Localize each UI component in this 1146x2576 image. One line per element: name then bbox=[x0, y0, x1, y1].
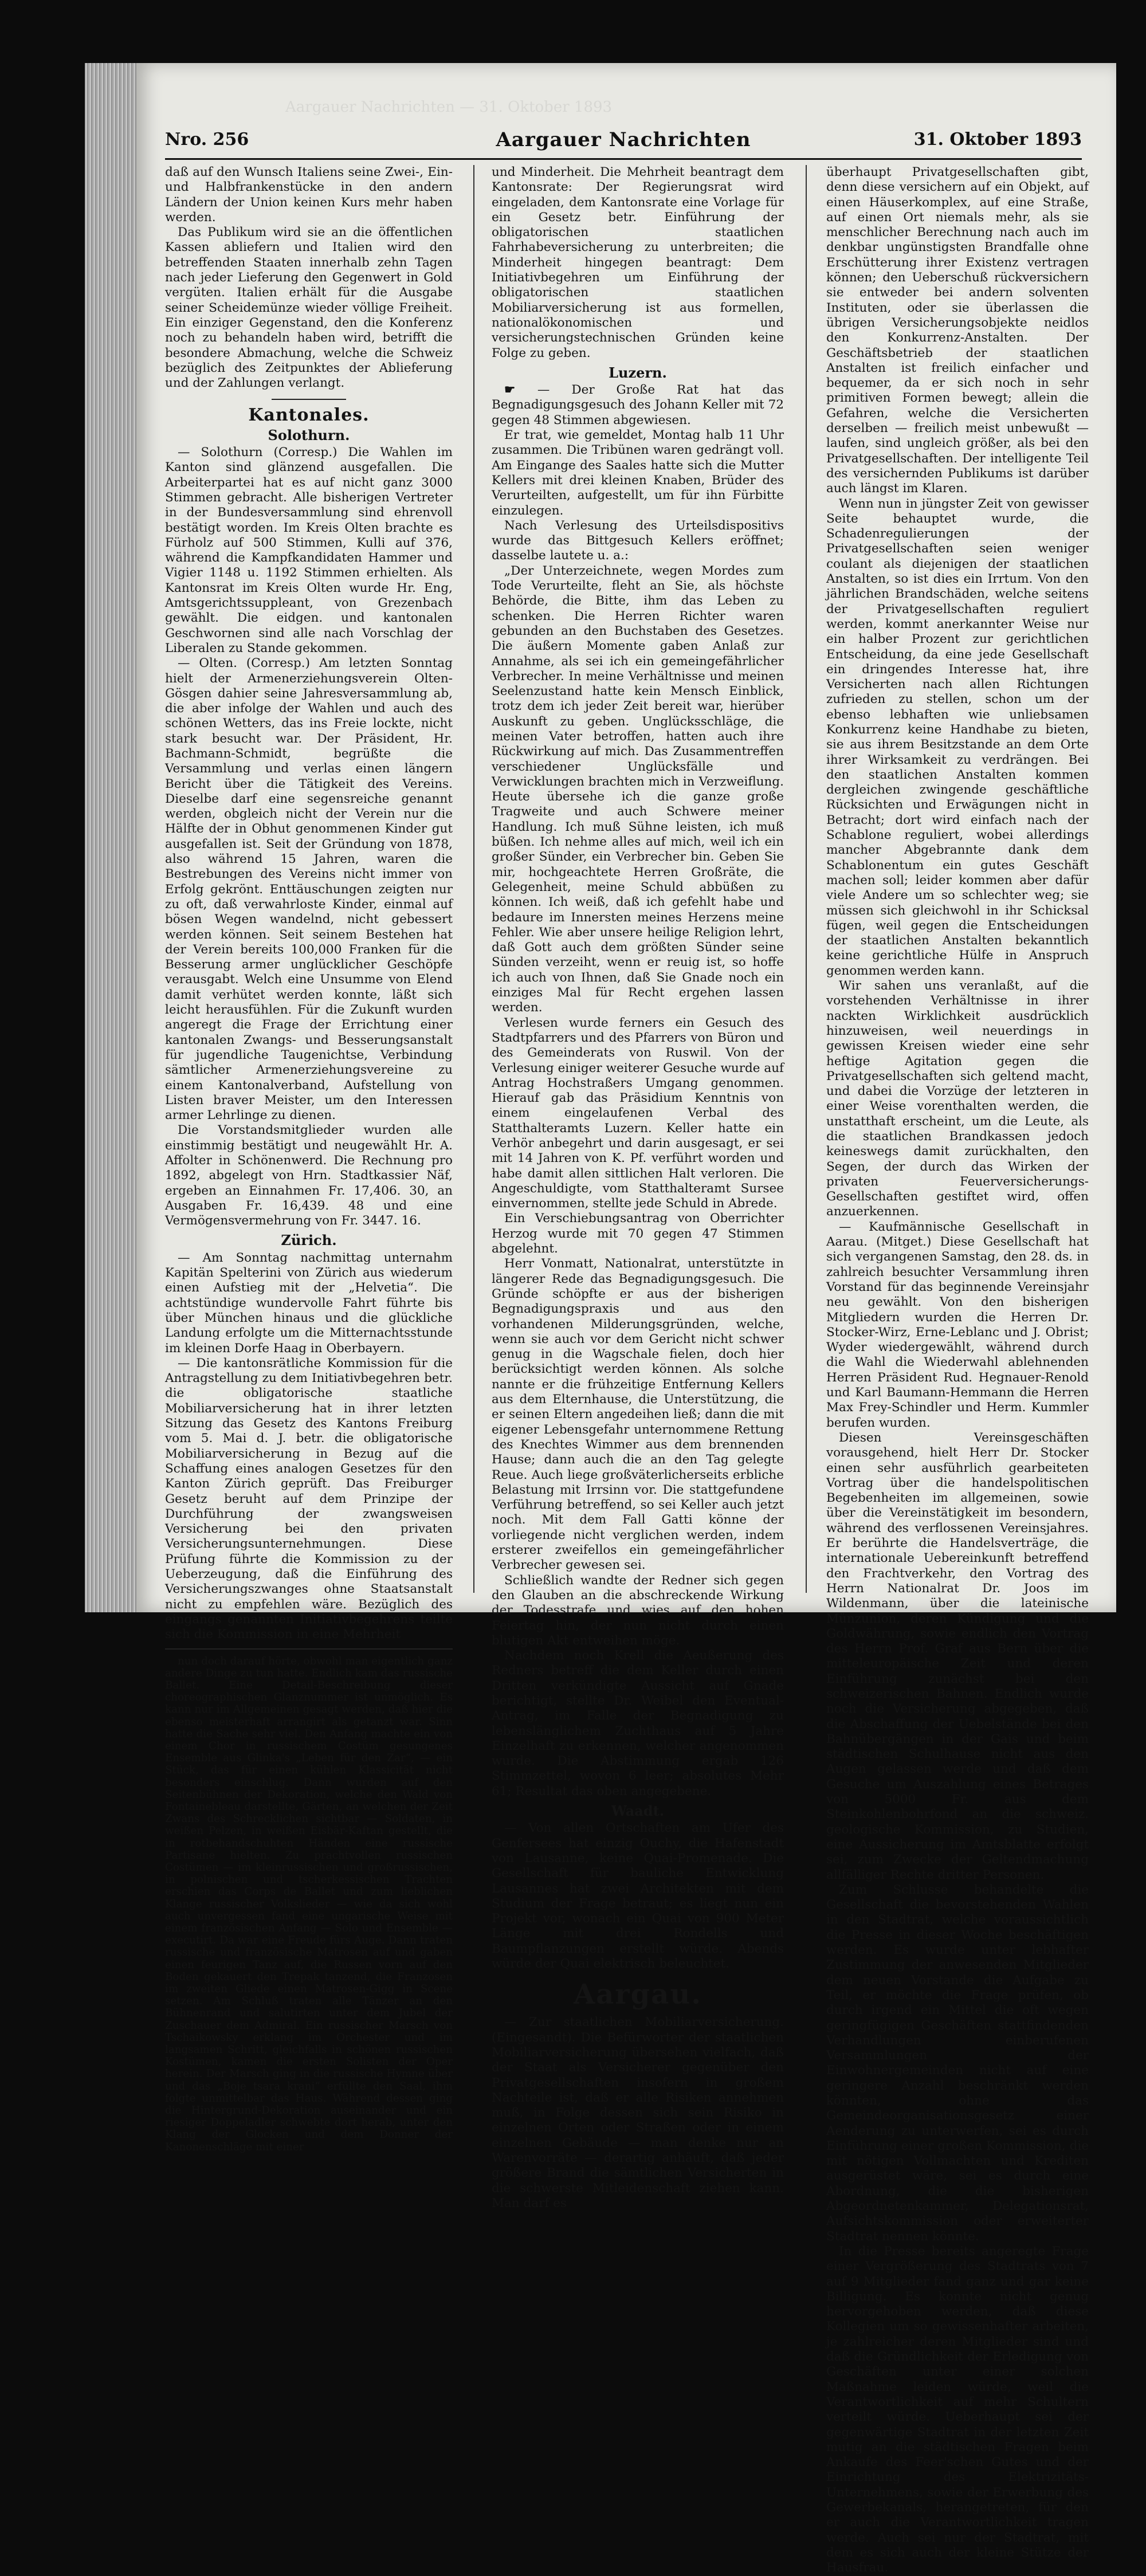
paragraph: Herr Vonmatt, Nationalrat, unterstützte in längerer Rede das Begnadigungsgesuch. Die Gründe schöpfte er aus der bisherigen Begnadigungspraxis und aus den vorhandenen Milderungsgründen, welche, wenn sie auch vor dem Gericht nicht schwer genug in die Wagschale fielen, doch hier berücksichtigt werden können. Als solche nannte er die frühzeitige Entfernung Kellers aus dem Elternhause, die Unterstützung, die er seinen Eltern angedeihen ließ; dann die mit eigener Lebensgefahr unternommene Rettung des Knechtes Wimmer aus dem brennenden Hause; dann auch die an den Tag gelegte Reue. Auch liege großväterlicherseits erbliche Belastung mit Irrsinn vor. Die stattgefundene Verführung betreffend, so sei Keller auch jetzt noch. Mit dem Fall Gatti könne der vorliegende nicht verglichen werden, indem ersterer zweifellos ein gemeingefährlicher Verbrecher gewesen sei. bbox=[492, 1256, 784, 1573]
masthead bbox=[165, 126, 1082, 155]
section-heading-waadt: Waadt. bbox=[611, 1803, 665, 1820]
column-2 bbox=[492, 165, 784, 2210]
column-separator bbox=[473, 165, 474, 1593]
paragraph: Er trat, wie gemeldet, Montag halb 11 Uhr zusammen. Die Tribünen waren gedrängt voll. Am Eingange des Saales hatte sich die Mutter Kellers mit drei kleinen Knaben, Brüder des Verurteilten, aufgestellt, um für ihn Fürbitte einzulegen. bbox=[492, 428, 784, 518]
paragraph: Diesen Vereinsgeschäften vorausgehend, hielt Herr Dr. Stocker einen sehr ausführlich gearbeiteten Vortrag über die handelspolitischen Begebenheiten im allgemeinen, sowie über die Vereinstätigkeit im besondern, während des verflossenen Vereinsjahres. Er berührte die Handelsverträge, die internationale Uebereinkunft betreffend den Frachtverkehr, den Vortrag des Herrn Nationalrat Dr. Joos im Wildenmann, über die lateinische Münzunion, deren Kündigung und die Goldwährung, sowie endlich den Vortrag des Herrn Prof. Graf aus Bern über die mitteleuropäische Zeit und deren Einführung zunächst bei den schweizerischen Bahnen. Endlich wurde noch die Versicherung abgegeben, daß die Abschaffung der Uebelstände bei den Bahnübergängen in der Gais und beim städtischen Schulhause nicht aus den Augen gelassen werde und daß dem Gesuche um Auszahlung eines Betrages von 5000 Fr. aus dem Steinkohlenbohrfond an die schweiz. geologische Kommission, zu Studien, eine Aussicherung im Amtsblatte erfolgt sei, zum Zwecke der Geltendmachung allfälliger Rechte dritter Personen. bbox=[826, 1430, 1089, 1882]
paragraph-text: — Der Große Rat hat das Begnadigungsgesuch des Johann Keller mit 72 gegen 48 Stimmen abgewiesen. bbox=[492, 383, 784, 427]
book-page-edges bbox=[85, 63, 138, 1612]
paragraph: Nach Verlesung des Urteilsdispositivs wurde das Bittgesuch Kellers eröffnet; dasselbe lautete u. a.: bbox=[492, 518, 784, 563]
paragraph: Die Vorstandsmitglieder wurden alle einstimmig bestätigt und neugewählt Hr. A. Affolter in Schönenwerd. Die Rechnung pro 1892, abgelegt von Hrn. Stadtkassier Näf, ergeben an Einnahmen Fr. 17,406. 30, an Ausgaben Fr. 16,439. 48 und eine Vermögensvermehrung von Fr. 3447. 16. bbox=[165, 1123, 453, 1228]
paragraph: — Olten. (Corresp.) Am letzten Sonntag hielt der Armenerziehungsverein Olten-Gösgen dahier seine Jahresversammlung ab, die aber infolge der Wahlen und auch des schönen Wetters, das ins Freie lockte, nicht stark besucht war. Der Präsident, Hr. Bachmann-Schmidt, begrüßte die Versammlung und verlas einen längern Bericht über die Tätigkeit des Vereins. Dieselbe darf eine segensreiche genannt werden, obgleich nicht der Verein nur die Hälfte der in Obhut genommenen Kinder gut ausgefallen ist. Seit der Gründung von 1878, also während 15 Jahren, waren die Bestrebungen des Vereins nicht immer von Erfolg gekrönt. Enttäuschungen zeigten nur zu oft, daß verwahrloste Kinder, einmal auf bösen Wegen wandelnd, nicht gebessert werden können. Seit seinem Bestehen hat der Verein bereits 100,000 Franken für die Besserung armer unglücklicher Geschöpfe verausgabt. Welch eine Unsumme von Elend damit verhütet werden konnte, läßt sich leicht herausfühlen. Für die Zukunft wurden angeregt die Frage der Errichtung einer kantonalen Zwangs- und Besserungsanstalt für jugendliche Taugenichtse, Verbindung sämtlicher Armenerziehungsvereine zu einem Kantonalverband, Aufstellung von Listen braver Meister, um den Interessen armer Lehrlinge zu dienen. bbox=[165, 656, 453, 1123]
masthead-rule bbox=[165, 158, 1082, 160]
pointing-hand-icon: ☛ bbox=[504, 383, 537, 398]
feuilleton-divider bbox=[165, 1648, 453, 1650]
paragraph: Schließlich wandte der Redner sich gegen den Glauben an die abschreckende Wirkung der Todesstrafe und wies auf den hohen Feiertag hin, der nun nicht durch einen blutigen Akt entweihen möge. bbox=[492, 1573, 784, 1648]
section-divider bbox=[272, 399, 347, 400]
paragraph: — Von allen Ortschaften am Ufer des Genfersees hat einzig Ouchy, die Hafenstadt von Lausanne, keine Quai-Promenade. Die Gesellschaft für bauliche Entwicklung Lausannes hat zwei Architekten mit dem Studium der Frage betraut; es liegt nun ein Projekt vor, wonach ein Quai von 900 Meter Länge mit drei Rondells und Baumpflanzungen erstellt würde. Abends würde der Quai elektrisch beleuchtet. bbox=[492, 1821, 784, 1972]
section-heading-aargau: Aargau. bbox=[574, 1978, 702, 2011]
paragraph: — Am Sonntag nachmittag unternahm Kapitän Spelterini von Zürich aus wiederum einen Aufstieg mit der „Helvetia“. Die achtstündige wundervolle Fahrt führte bis über München hinaus und die glückliche Landung erfolgte um die Mitternachtsstunde im kleinen Dorfe Haag in Oberbayern. bbox=[165, 1250, 453, 1356]
paragraph: daß auf den Wunsch Italiens seine Zwei-, Ein- und Halbfrankenstücke in den andern Ländern der Union keinen Kurs mehr haben werden. bbox=[165, 165, 453, 225]
paragraph: Das Publikum wird sie an die öffentlichen Kassen abliefern und Italien wird den betreffenden Staaten innerhalb zehn Tagen nach jeder Lieferung den Gegenwert in Gold vergüten. Italien erhält für die Ausgabe seiner Scheidemünze wieder völlige Freiheit. Ein einziger Gegenstand, den die Konferenz noch zu behandeln haben wird, betrifft die besondere Abmachung, welche die Schweiz bezüglich des Zeitpunktes der Ablieferung und der Zahlungen verlangt. bbox=[165, 225, 453, 391]
paragraph: Zum Schlusse behandelte die Gesellschaft die bevorstehenden Wahlen in den Stadtrat, welche voraussichtlich die Presse in dieser Woche beschäftigen werden. Es wurde unter lebhafter Zustimmung der anwesenden Mitglieder dem neuen Vorstande die Aufgabe zu Teil, er möchte die Frage prüfen, ob durch irgend ein Mittel die oft wegen geringfügigen Geschäften stattfindenden Verhandlungen einberufenen Versammlungen der Einwohnergemeinden nicht auf eine geringere Anzahl beschränkt werden könnten, ohne das Gemeindeorganisationsgesetz einer Aenderung zu unterwerfen, sei es durch Einführung einer großen Kommission, die mit nötigen Vollmachten und Krediten ausgerüstet wäre, sei es durch eine Abordnung, die die bisherigen Abgeordnetenkammer, Delegationsrat, Aufsichtskommission oder erweiterter Stadtrat nennen könnte. bbox=[826, 1882, 1089, 2244]
paragraph: — Zur staatlichen Mobiliarversicherung. (Eingesandt). Die Befürworter der staatlichen Mobiliarversicherung übersehen vielfach, daß der Staat als Versicherer gegenüber den Privatgesellschaften insofern in großem Nachteile ist, daß er alle Risiken annehmen muß, in Folge dessen sich sein Risiko in einzelnen Orten oder Straßen oder in einem einzelnen Gebäude — man denke nur an Warenvorräte — derartig anhäuft, daß jeder größere Brand die sämtlichen Versicherten in die schwerste Mitleidenschaft ziehen kann. Man darf es bbox=[492, 2015, 784, 2210]
paragraph: — Die kantonsrätliche Kommission für die Antragstellung zu dem Initiativbegehren betr. die obligatorische staatliche Mobiliarversicherung hat in ihrer letzten Sitzung das Gesetz des Kantons Freiburg vom 5. Mai d. J. betr. die obligatorische Mobiliarversicherung in Bezug auf die Schaffung eines analogen Gesetzes für den Kanton Zürich geprüft. Das Freiburger Gesetz beruht auf dem Prinzipe der Durchführung der zwangsweisen Versicherung bei den privaten Versicherungsunternehmungen. Diese Prüfung führte die Kommission zu der Ueberzeugung, daß die Einführung des Versicherungszwanges ohne Staatsanstalt nicht zu empfehlen wäre. Bezüglich des eingangs genannten Initiativbegehrens teilte sich die Kommission in eine Mehrheit bbox=[165, 1356, 453, 1642]
section-heading-solothurn: Solothurn. bbox=[268, 426, 350, 443]
paragraph: Wenn nun in jüngster Zeit von gewisser Seite behauptet wurde, die Schadenregulierungen der Privatgesellschaften seien weniger coulant als diejenigen der staatlichen Anstalten, so ist dies ein Irrtum. Von den jährlichen Brandschäden, welche seitens der Privatgesellschaften reguliert werden, kommt anerkannter Weise nur ein halber Prozent zur gerichtlichen Entscheidung, da eine jede Gesellschaft ein dringendes Interesse hat, ihre Versicherten nach allen Richtungen zufrieden zu stellen, schon um der ebenso lebhaften wie unliebsamen Konkurrenz keine Handhabe zu bieten, sie aus ihrem Besitzstande an dem Orte ihrer Wirksamkeit zu verdrängen. Bei den staatlichen Anstalten kommen dergleichen zwingende geschäftliche Rücksichten und Erwägungen nicht in Betracht; dort wird einfach nach der Schablone reguliert, wobei allerdings mancher Abgebrannte dank dem Schablonentum ein gutes Geschäft machen soll; leider kommen aber dafür viele Andere um so schlechter weg; sie müssen sich gleichwohl in ihr Schicksal fügen, weil gegen die Entscheidungen der staatlichen Anstalten bekanntlich keine gerichtliche Hülfe in Anspruch genommen werden kann. bbox=[826, 496, 1089, 978]
issue-date: 31. Oktober 1893 bbox=[913, 129, 1082, 150]
paragraph bbox=[492, 383, 784, 428]
bleed-through-header: Aargauer Nachrichten — 31. Oktober 1893 bbox=[285, 99, 613, 116]
paragraph: „Der Unterzeichnete, wegen Mordes zum Tode Verurteilte, fleht an Sie, als höchste Behörde, die Bitte, ihm das Leben zu schenken. Die Herren Richter waren gebunden an den Buchstaben des Gesetzes. Die äußern Momente gaben Anlaß zur Annahme, als sei ich ein gemeingefährlicher Verbrecher. In meine Verhältnisse und meinen Seelenzustand hatte kein Mensch Einblick, trotz dem ich jeder Zeit bereit war, hierüber Auskunft zu geben. Unglücksschläge, die meinen Vater betroffen, hatten auch ihre Rückwirkung auf mich. Das Zusammentreffen verschiedener Unglücksfälle und Verwicklungen brachten mich in Verzweiflung. Heute übersehe ich die ganze große Tragweite und auch Schwere meiner Handlung. Ich muß Sühne leisten, ich muß büßen. Ich nehme alles auf mich, weil ich ein großer Sünder, ein Verbrecher bin. Geben Sie mir, hochgeachtete Herren Großräte, die Gelegenheit, meine Schuld abbüßen zu können. Ich weiß, daß ich gefehlt habe und bedaure im Innersten meines Herzens meine Fehler. Wie aber unsere heilige Religion lehrt, daß Gott auch dem größten Sünder seine Sünden verzeiht, wenn er reuig ist, so hoffe ich auch von Ihnen, daß Sie Gnade noch ein einziges Mal für Recht ergehen lassen werden. bbox=[492, 563, 784, 1015]
section-heading-luzern: Luzern. bbox=[609, 364, 667, 381]
paragraph: Wir sahen uns veranlaßt, auf die vorstehenden Verhältnisse in ihrer nackten Wirklichkeit ausdrücklich hinzuweisen, weil neuerdings in gewissen Kreisen wieder eine sehr heftige Agitation gegen die Privatgesellschaften sich geltend macht, und dabei die Vorzüge der letzteren in einer Weise vorenthalten werden, die unstatthaft erscheint, um die Leute, als die staatlichen Brandkassen jedoch keineswegs damit zurückhalten, den Segen, der durch das Wirken der privaten Feuerversicherungs-Gesellschaften gestiftet wird, offen anzuerkennen. bbox=[826, 979, 1089, 1219]
paragraph: Ein Verschiebungsantrag von Oberrichter Herzog wurde mit 70 gegen 47 Stimmen abgelehnt. bbox=[492, 1211, 784, 1256]
newspaper-title: Aargauer Nachrichten bbox=[496, 128, 751, 151]
paragraph: und Minderheit. Die Mehrheit beantragt dem Kantonsrate: Der Regierungsrat wird eingeladen, dem Kantonsrate eine Vorlage für ein Gesetz betr. Einführung der obligatorischen staatlichen Fahrhabeversicherung zu unterbreiten; die Minderheit hingegen beantragt: Dem Initiativbegehren um Einführung der obligatorischen staatlichen Mobiliarversicherung ist aus formellen, nationalökonomischen und versicherungstechnischen Gründen keine Folge zu geben. bbox=[492, 165, 784, 360]
feuilleton-paragraph: nun doch darauf hörte, obwohl man eigentlich ganz andere Dinge zu tun hatte. Endlich kam das russische Ballet. Eine Detail-Beschreibung dieser choreographischen Glanznummer ist unmöglich. Es kann nur im Allgemeinen gesagt werden, daß hier die ebenso meisterhaft arrangirt als getanzt war. Sinn hatte die Sache sehr viel. Den Anfang machte ein von einem Chor in russischem Costüm gesungenes Ensemble aus Glinka's „Leben für den Zar“, — ein Stück, das für einen kühlen Klassicität nicht besonders einschlug. Dann wurden auf den Seitenbühnen der Dekoration, welche den Wald von Fontainebleau darstellte, Gärten, an welchen der Zeit Zwans des Schrecklichen sichtbar — Soldaten, in weißen Pelzen, in weißen Eisbär-Kaftan gestellt, die in rotbehandschuhten Händen eine russische Partisane hielten. Zu prachtvollen russischen Costümen — im kleinrussischen und großrussischen, in polnischen und tscherkessischen Trachten erschien das Corps de Ballet und zum lieblichen Klange russischer Volkslieder — wie da sich wohl auch unvergessen fand eine ungarische Weise mit einem französischen Anfang — Solo und Ensemble — executirt. Da war eine Freude fürs Auge. Dann traten russische und französische Matrosen auf und gaben einen feurigen Tanz auf, die Russen vorn auf den Boden gekauert den Trepak tanzend, die Franzosen im zweiten Gliede einen Matrosen-Gigg in Scene setzen. Am Schluß traten alle Tänzer an den Bühnenrand und salutirten unter dem Jubel der Zuschauer dem Admiral. Ein russischer Marsch von Tschaikowsky erklang im Orchester und im langsamen Schritt, gleichfalls in schönen russischen Kostümen, kamen die ersten Solisten der Oper herein. Der Marsch ging in die russische Hymne über und das „Boje tsara krani“ erfüllte den Saal, ihm folgte unmittelbar das Haus. Während dessen ging die Hintergrund-Dekoration auseinander und ein riesiger Doppeladler schwebte dort herab, unter den Klang der Glocken und dem Donner der Kanonenschläge mit einer bbox=[165, 1655, 453, 2153]
paragraph: überhaupt Privatgesellschaften gibt, denn diese versichern auf ein Objekt, auf einen Häuserkomplex, auf eine Straße, auf einen Ort niemals mehr, als sie menschlicher Berechnung nach auch im denkbar ungünstigsten Brandfalle ohne Erschütterung ihrer Existenz vertragen können; den Ueberschuß rückversichern sie entweder bei andern solventen Instituten, oder sie überlassen die übrigen Versicherungsobjekte neidlos den Konkurrenz-Anstalten. Der Geschäftsbetrieb der staatlichen Anstalten ist freilich einfacher und bequemer, da er sich noch in sehr primitiven Formen bewegt; allein die Gefahren, welche die Versicherten derselben — freilich meist unbewußt — laufen, sind ungleich größer, als bei den Privatgesellschaften. Der intelligente Teil des versichernden Publikums ist darüber auch längst im Klaren. bbox=[826, 165, 1089, 496]
paragraph: In die Presse bereits angeregte Frage einer Vergrößerung des Stadtrats von 7 auf 9 Mitglieder fand ganz und gar keine Billigung. Es konnte nicht genug hervorgehoben werden, daß diese Kollegien um so gewissenhafter arbeiten, je zahlreicher deren Mitglieder sind und daß die Gründlichkeit der Erledigung von Geschäften unter einer solchen Maßnahme leiden würde, weil die Verantwortlichkeit auf mehr Schultern verteilt würde. Ueberhaupt sei der gegenwärtige Stadtrat in der letzten Zeit mutig an die städtischen Fragen beim Ankaufe des Feer'schen Gutes und der Einrichtung des Elektrizitäts-Unternehmens, sowie der Erwerbung des Gewerbekanals, herangetreten, für den er auch die Verantwortlichkeit tragen werde. Auch sei nur der Stadtrat, mit dem es sich auch der kleine Stütze der Hausfrau. bbox=[826, 2244, 1089, 2575]
section-heading-zurich: Zürich. bbox=[281, 1232, 337, 1249]
column-3 bbox=[826, 165, 1089, 2575]
newspaper-page bbox=[136, 63, 1116, 2575]
column-separator bbox=[806, 165, 807, 1593]
paragraph: — Solothurn (Corresp.) Die Wahlen im Kanton sind glänzend ausgefallen. Die Arbeiterpartei hat es auf nicht ganz 3000 Stimmen gebracht. Alle bisherigen Vertreter in der Bundesversammlung sind ehrenvoll bestätigt worden. Im Kreis Olten brachte es Fürholz auf 500 Stimmen, Kulli auf 376, während die Kampfkandidaten Hammer und Vigier 1148 u. 1192 Stimmen erhielten. Als Kantonsrat im Kreis Olten wurde Hr. Eng, Amtsgerichtssuppleant, von Grezenbach gewählt. Die eidgen. und kantonalen Geschwornen sind alle nach Vorschlag der Liberalen zu Stande gekommen. bbox=[165, 445, 453, 655]
paragraph: — Kaufmännische Gesellschaft in Aarau. (Mitget.) Diese Gesellschaft hat sich vergangenen Samstag, den 28. ds. in zahlreich besuchter Versammlung ihren Vorstand für das beginnende Vereinsjahr neu gewählt. Von den bisherigen Mitgliedern wurden die Herren Dr. Stocker-Wirz, Erne-Leblanc und J. Obrist; Wyder wiedergewählt, während durch die Wahl die Wiederwahl ablehnenden Herren Präsident Rud. Hegnauer-Renold und Karl Baumann-Hemmann die Herren Max Frey-Schindler und Herm. Kummler berufen wurden. bbox=[826, 1219, 1089, 1430]
column-1 bbox=[165, 165, 453, 2153]
paragraph: Verlesen wurde ferners ein Gesuch des Stadtpfarrers und des Pfarrers von Büron und des Gemeinderats von Ruswil. Von der Verlesung einiger weiterer Gesuche wurde auf Antrag Hochstraßers Umgang genommen. Hierauf gab das Präsidium Kenntnis von einem eingelaufenen Verbal des Statthalteramts Luzern. Keller hatte ein Verhör anbegehrt und darin ausgesagt, er sei mit 14 Jahren von K. Pf. verführt worden und habe damit allen sittlichen Halt verloren. Die Angeschuldigte, vom Statthalteramt Sursee einvernommen, stellte jede Schuld in Abrede. bbox=[492, 1015, 784, 1211]
issue-number: Nro. 256 bbox=[165, 129, 249, 150]
paragraph: Nachdem noch Krell die Aeußerung des Redners betreff die dem Keller durch einen Dritten verkündigte Aussicht auf Gnade berichtigt, stellte Dr. Weibel den Eventual-Antrag, im Falle der Begnadigung zu lebenslänglichem Zuchthaus auf 5 Jahre Einzelhaft zu erkennen, welcher angenommen wurde. Die Abstimmung ergab 126 Stimmzettel, wovon 6 leer; absolutes Mehr 61; Resultat das oben angegebene. bbox=[492, 1648, 784, 1799]
section-heading-kantonales: Kantonales. bbox=[248, 405, 370, 426]
